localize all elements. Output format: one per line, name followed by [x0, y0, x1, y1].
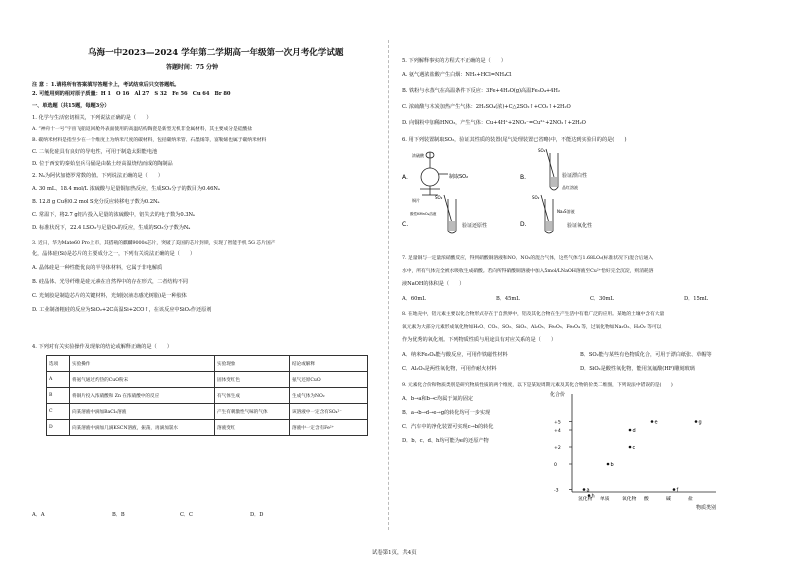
q8-line1: 8. 在地壳中，铝元素主要以化合物形式存在于自然界中，铝及其化合物在生产生活中有着广泛的应用。某地的土壤中含有大量 — [402, 312, 665, 317]
q7-option-b: B．45mL — [496, 296, 520, 302]
table-cell: 固体变红色 — [215, 372, 290, 388]
table-cell: 溶液变红 — [215, 420, 290, 436]
q2-stem: 2. Nₐ为阿伏加德罗常数的值。下列说法正确的是（ ） — [32, 173, 164, 179]
table-header-cell: 结论或解释 — [290, 356, 368, 372]
data-point-label: h — [591, 493, 595, 500]
q6-label-b-reagent: 品红溶液 — [562, 185, 578, 190]
q9-option-a: A．b→a和b→c均属于氮的固定 — [402, 396, 473, 402]
test-tube-c — [444, 195, 456, 233]
q4-table — [46, 355, 368, 436]
q1-option-a: A. “神舟十一号”宇宙飞船返回舱外表面使用的高温结构陶瓷是新型无机非金属材料，其主要成分是硅酸盐 — [32, 127, 253, 132]
table-header-cell: 选项 — [47, 356, 70, 372]
y-axis-label: 化合价 — [550, 392, 566, 398]
page-divider — [388, 40, 389, 530]
table-header-cell: 实验操作 — [70, 356, 215, 372]
chart-points — [583, 419, 702, 499]
q5-option-b: B. 铁粉与水蒸气在高温条件下反应：3Fe+4H₂O(g)高温Fe₃O₄+4H₂ — [402, 88, 560, 94]
q7-line1: 7. 足量铜与一定量浓硝酸反应，得到硝酸铜溶液和NO、NO₂的混合气体，这些气体与1.68LO₂(标准状况下)混合后通入 — [402, 256, 654, 261]
q6-label-c: C. — [402, 221, 409, 228]
table-row — [47, 404, 368, 420]
data-point — [588, 494, 591, 497]
q3-option-c: C. 光刻胶是制造芯片的关键材料，光刻胶(液态感光树脂)是一种胶体 — [32, 293, 187, 299]
data-point-label: c — [632, 444, 636, 451]
page-footer: 试卷第1页，共4页 — [372, 550, 417, 556]
q4-option-d: D．D — [250, 512, 264, 518]
q9-option-d: D．b、c、d、h均可能为e的还原产物 — [402, 438, 489, 444]
q3-option-b: B. 硅晶体、光导纤维是硅元素在自然界中的存在形式，二者结构不同 — [32, 279, 188, 285]
exam-title: 乌海一中2023—2024 学年第二学期高一年级第一次月考化学试题 — [88, 48, 344, 58]
table-cell: 向某溶液中滴加BaCl₂溶液 — [70, 404, 215, 420]
data-point-label: f — [676, 487, 679, 494]
q5-option-a: A. 氨气遇浓盐酸产生白烟：NH₃+HCl=NH₄Cl — [402, 72, 512, 78]
x-tick-label: 酸 — [644, 497, 649, 502]
table-row — [47, 420, 368, 436]
table-cell: 有气体生成 — [215, 388, 290, 404]
q8-option-b: B．SO₂能与某些有色物质化合，可用于漂白纸张、草帽等 — [580, 352, 712, 358]
q6-label-copper: 铜片 — [412, 198, 420, 203]
right-column — [400, 0, 772, 562]
data-point-label: e — [654, 419, 658, 426]
q6-caption-d: 验证氧化性 — [567, 223, 593, 229]
q6-label-a: A. — [402, 174, 408, 181]
q6-label-c-reagent: 酸性KMnO₄溶液 — [410, 212, 437, 216]
q5-stem: 5. 下列解释事实的方程式不正确的是（ ） — [402, 58, 507, 64]
q4-option-c: C．C — [180, 512, 193, 518]
q7-line2: 水中，所有气体完全被水吸收生成硝酸。若向所得硝酸铜溶液中加入5mol/LNaOH溶液至Cu²⁺恰好完全沉淀，则消耗溶 — [402, 269, 654, 274]
test-tube-b — [546, 149, 558, 190]
q6-label-d-reagent: Na₂S溶液 — [557, 209, 575, 214]
q6-label-b-gas: SO₂ — [538, 148, 546, 153]
q4-option-a: A．A — [32, 512, 45, 518]
y-tick-label: +5 — [554, 420, 561, 426]
table-header-cell: 实验现象 — [215, 356, 290, 372]
q5-option-d: D. 向铜粉中加稀HNO₃，产生气体：Cu+4H⁺+2NO₃⁻=Cu²⁺+2NO₂↑+2H₂O — [402, 120, 586, 126]
q7-option-d: D．15mL — [684, 296, 709, 302]
data-point — [695, 420, 698, 423]
q3-stem-line2: 化，晶体硅(Si)是芯片的主要成分之一，下列有关说法正确的是（ ） — [32, 251, 196, 257]
q7-line3: 液NaOH的体积是（ ） — [402, 281, 465, 287]
q6-label-d: D. — [520, 221, 527, 228]
test-tube-d — [541, 195, 553, 233]
q8-line3: 作为优秀的氧化剂。下列物质性质与用途具有对应关系的是（ ） — [402, 337, 557, 343]
q1-option-c: C. 二氧化硅具有良好的导电性，可用于制造太阳能电池 — [32, 149, 158, 155]
table-cell: A — [47, 372, 70, 388]
q6-stem: 6. 用下列装置制取SO₂，验证其性质的装置(尾气处理装置已省略)中，不能达到实验目的的是( ) — [402, 137, 627, 143]
q8-option-c: C．Al₂O₃是两性氧化物，可用作耐火材料 — [402, 366, 497, 372]
section-heading: 一、单选题（共15题，每题3分） — [32, 103, 110, 109]
note-1: 注 意 ：1.请将所有答案填写答题卡上，考试结束后只交答题纸。 — [32, 82, 180, 88]
x-tick-labels — [578, 495, 693, 502]
x-tick-label: 氧化物 — [622, 497, 637, 502]
q1-option-d: D. 位于西安的秦始皇兵马俑是由黏土经高温烧结而成的陶制品 — [32, 161, 173, 167]
valence-category-chart — [546, 388, 746, 512]
y-tick-label: -3 — [554, 488, 559, 494]
x-axis-label: 物质类别 — [696, 505, 717, 511]
q1-stem: 1. 化学与生活密切相关，下列说法正确的是（ ） — [32, 115, 152, 121]
flask-apparatus — [420, 152, 448, 195]
q3-option-a: A. 晶体硅是一种性能优良的半导体材料，它属于非电解质 — [32, 265, 163, 271]
table-row — [47, 372, 368, 388]
table-cell: 产生有刺激性气味的气体 — [215, 404, 290, 420]
table-cell: D — [47, 420, 70, 436]
q2-option-d: D. 标准状况下，22.4 LSO₃与足量O₂的反应，生成的SO₃分子数为Nₐ — [32, 225, 191, 231]
table-row — [47, 388, 368, 404]
q7-option-a: A．60mL — [402, 296, 426, 302]
table-cell: 溶液中一定含有Fe²⁺ — [290, 420, 368, 436]
q3-option-d: D. 工业制备粗硅的反应为SiO₂+2C高温Si+2CO↑，在该反应中SiO₂作还原剂 — [32, 307, 212, 313]
q8-line2: 氧元素为大部分元素形成氧化物如H₂O、CO₂、SO₂、SiO₂、Al₂O₃、Fe₂O₃、Fe₃O₄ 等，过氧化物如Na₂O₂、H₂O₂ 等可以 — [402, 325, 662, 330]
left-column — [28, 0, 384, 562]
q9-option-c: C．汽车中的净化装置可实现c→b的转化 — [402, 424, 494, 430]
y-tick-label: 0 — [554, 463, 557, 468]
x-tick-label: 盐 — [688, 497, 693, 502]
x-tick-label: 氢化物 — [578, 497, 593, 502]
q2-option-b: B. 12.8 g Cu和0.2 mol S充分反应转移电子数为0.2Nₐ — [32, 199, 160, 205]
x-tick-label: 单质 — [600, 497, 610, 502]
note-2: 2. 可能用到的相对原子质量：H 1 O 16 Al 27 S 32 Fe 56 Cu 64 Br 80 — [32, 91, 231, 97]
q3-stem-line1: 3. 近日，华为Mate60 Pro上市，其搭载的麒麟9000s芯片，突破了美国的芯片封锁，实现了智能手机 5G 芯片国产 — [32, 241, 276, 246]
q6-label-c-gas: SO₂ — [435, 195, 443, 200]
y-tick-label: +2 — [554, 446, 561, 451]
q6-label-b: B. — [520, 174, 527, 181]
data-point-label: d — [632, 427, 636, 434]
q4-option-b: B．B — [112, 512, 125, 518]
table-cell: C — [47, 404, 70, 420]
data-point-label: b — [610, 461, 614, 468]
table-header-row — [47, 356, 368, 372]
chart-axes — [572, 394, 716, 492]
exam-time: 答题时间：75 分钟 — [166, 64, 218, 71]
data-point — [629, 446, 632, 449]
data-point — [651, 420, 654, 423]
data-point — [607, 463, 610, 466]
data-point — [629, 429, 632, 432]
q8-option-a: A．纳米Fe₃O₄能与酸反应，可用作铁磁性材料 — [402, 352, 508, 358]
q2-option-a: A. 30 mL、18.4 mol/L 浓硫酸与足量铜加热反应，生成SO₂分子的数目为0.46Nₐ — [32, 186, 220, 192]
table-cell: B — [47, 388, 70, 404]
q6-label-acid: 浓硫酸 — [412, 153, 424, 158]
q5-option-c: C. 浓硫酸与木炭加热产生气体：2H₂SO₄(浓)+C△2SO₂↑+CO₂↑+2H₂O — [402, 104, 571, 110]
table-cell: 该溶液中一定含有SO₄²⁻ — [290, 404, 368, 420]
q2-option-c: C. 常温下，将2.7 g铝片投入足量的浓硫酸中，铝失去的电子数为0.3Nₐ — [32, 212, 195, 218]
y-tick-labels — [554, 420, 572, 494]
q6-caption-c: 验证还原性 — [462, 223, 488, 229]
q6-label-d-gas: SO₂ — [532, 195, 540, 200]
table-cell: 将氨气通过灼热的CuO粉末 — [70, 372, 215, 388]
table-cell: 氨气还原CuO — [290, 372, 368, 388]
q9-stem: 9. 元素化合价和物质类别是研究物质性质的两个维度，以下是某短周期元素及其化合物的价类二维图，下列说法中错误的是( ) — [402, 383, 673, 388]
data-point — [673, 488, 676, 491]
data-point-label: a — [586, 487, 590, 494]
table-cell: 生成气体为NO₂ — [290, 388, 368, 404]
q8-option-d: D．SiO₂是酸性氧化物，能用氢氟酸(HF)雕刻玻璃 — [580, 366, 695, 372]
data-point — [583, 488, 586, 491]
q4-stem: 4. 下列对有关实验操作及现象的结论或解释正确的是（ ） — [32, 344, 173, 350]
q9-option-b: B．a→b→d→e→g的转化均可一步实现 — [402, 410, 491, 416]
q7-option-c: C．30mL — [590, 296, 614, 302]
table-cell: 向某溶液中滴加几滴KSCN溶液，振荡，再滴加氯水 — [70, 420, 215, 436]
table-cell: 将铜片投入浓硝酸和 Zn 在浓硝酸中的反应 — [70, 388, 215, 404]
q6-caption-b: 验证漂白性 — [562, 173, 588, 179]
q6-caption-a: 制取SO₂ — [449, 174, 469, 180]
q1-option-b: B. 碳纳米材料是指至少在一个维度上为纳米尺度的碳材料，包括碳纳米管、石墨烯等，富勒烯也属于碳纳米材料 — [32, 138, 267, 143]
q6-apparatus-diagram — [400, 147, 700, 235]
data-point-label: g — [698, 419, 702, 426]
x-tick-label: 碱 — [666, 497, 671, 502]
y-tick-label: +4 — [554, 429, 561, 434]
